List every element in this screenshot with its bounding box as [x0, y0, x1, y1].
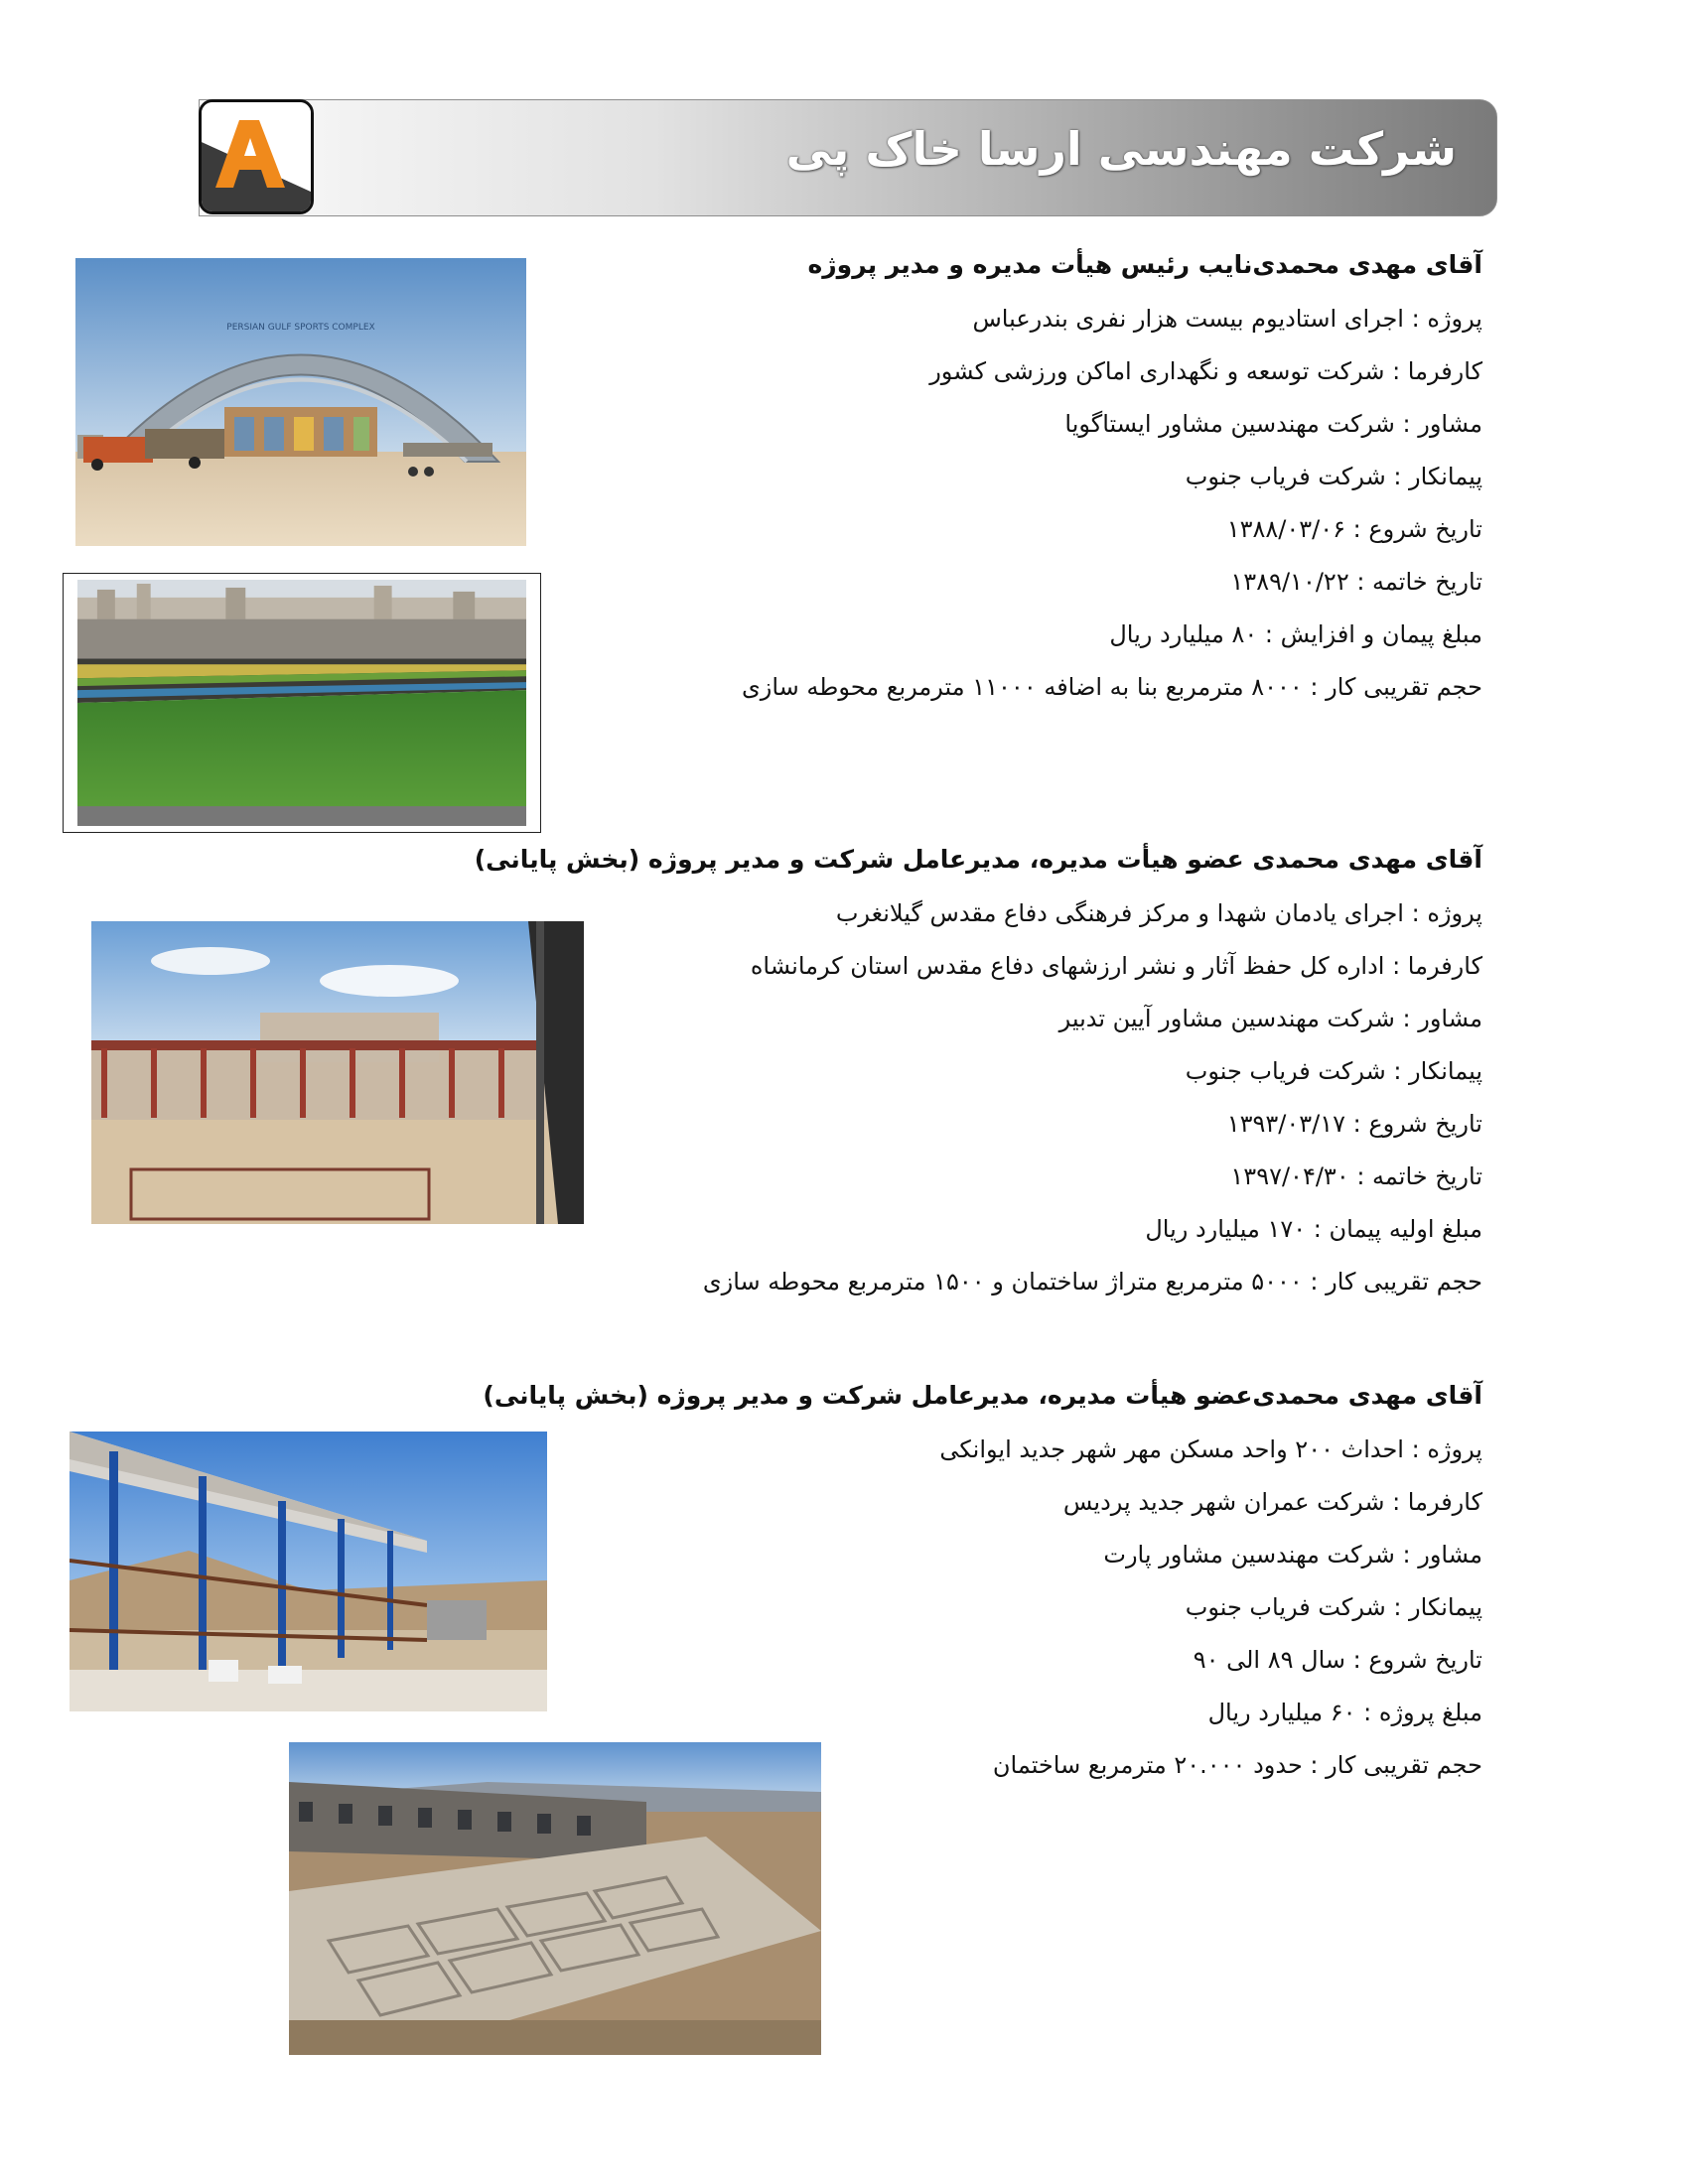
stadium-entrance-arch-photo: [75, 258, 526, 546]
project-1-heading: آقای مهدی محمدی‌نایب رئیس هیأت مدیره و مدیر پروژه: [807, 250, 1482, 279]
row-value: اجرای یادمان شهدا و مرکز فرهنگی دفاع مقدس گیلانغرب: [835, 899, 1404, 927]
project-1-row: پیمانکار : شرکت فریاب جنوب: [1185, 463, 1482, 490]
row-value: ۱۳۸۸/۰۳/۰۶: [1226, 515, 1345, 543]
project-2-row: کارفرما : اداره کل حفظ آثار و نشر ارزشهای دفاع مقدس استان کرمانشاه: [750, 952, 1482, 980]
project-2-heading: آقای مهدی محمدی عضو هیأت مدیره، مدیرعامل شرکت و مدیر پروژه (بخش پایانی): [474, 845, 1482, 874]
row-value: ۱۳۹۷/۰۴/۳۰: [1230, 1162, 1349, 1190]
row-label: پیمانکار: [1409, 463, 1482, 490]
project-1-row: پروژه : اجرای استادیوم بیست هزار نفری بندرعباس: [972, 305, 1482, 333]
project-2-row: حجم تقریبی کار : ۵۰۰۰ مترمربع متراژ ساختمان و ۱۵۰۰ مترمربع محوطه سازی: [702, 1268, 1482, 1296]
project-3-row: پروژه : احداث ۲۰۰ واحد مسکن مهر شهر جدید ایوانکی: [939, 1435, 1482, 1463]
project-2-row: تاریخ شروع : ۱۳۹۳/۰۳/۱۷: [1226, 1110, 1482, 1138]
memorial-construction-photo: [91, 921, 584, 1224]
row-value: ۱۳۸۹/۱۰/۲۲: [1230, 568, 1349, 596]
row-value: ۸۰ میلیارد ریال: [1109, 620, 1258, 648]
project-2-row: مشاور : شرکت مهندسین مشاور آیین تدبیر: [1058, 1005, 1482, 1032]
header-banner: [199, 99, 1497, 216]
project-2-row: پروژه : اجرای یادمان شهدا و مرکز فرهنگی دفاع مقدس گیلانغرب: [835, 899, 1482, 927]
project-1-row: مشاور : شرکت مهندسین مشاور ایستاگویا: [1064, 410, 1482, 438]
project-2-block: [475, 845, 1482, 1308]
row-value: شرکت عمران شهر جدید پردیس: [1062, 1488, 1385, 1516]
row-label: مبلغ پروژه: [1378, 1699, 1482, 1726]
project-3-row: حجم تقریبی کار : حدود ۲۰.۰۰۰ مترمربع ساختمان: [992, 1751, 1482, 1779]
project-3-row: مشاور : شرکت مهندسین مشاور پارت: [1103, 1541, 1482, 1569]
row-value: شرکت مهندسین مشاور آیین تدبیر: [1058, 1005, 1395, 1032]
project-3-block: [483, 1381, 1482, 1792]
row-label: مشاور: [1418, 410, 1482, 438]
row-label: تاریخ شروع: [1368, 1110, 1482, 1138]
row-label: پروژه: [1427, 1435, 1482, 1463]
logo-a-icon: [202, 102, 311, 211]
row-label: تاریخ شروع: [1368, 1646, 1482, 1674]
steel-frame-housing-photo: [70, 1432, 547, 1711]
project-1-row: تاریخ خاتمه : ۱۳۸۹/۱۰/۲۲: [1230, 568, 1482, 596]
project-3-row: پیمانکار : شرکت فریاب جنوب: [1185, 1593, 1482, 1621]
row-label: پیمانکار: [1409, 1057, 1482, 1085]
housing-foundation-photo: [289, 1742, 821, 2055]
row-value: ۱۷۰ میلیارد ریال: [1145, 1215, 1307, 1243]
project-3-row: مبلغ پروژه : ۶۰ میلیارد ریال: [1207, 1699, 1482, 1726]
row-value: حدود ۲۰.۰۰۰ مترمربع ساختمان: [992, 1751, 1303, 1779]
row-value: ۶۰ میلیارد ریال: [1207, 1699, 1356, 1726]
row-label: تاریخ خاتمه: [1372, 1162, 1482, 1190]
row-value: شرکت مهندسین مشاور پارت: [1103, 1541, 1395, 1569]
project-1-row: تاریخ شروع : ۱۳۸۸/۰۳/۰۶: [1226, 515, 1482, 543]
company-logo: [199, 99, 314, 214]
row-label: حجم تقریبی کار: [1326, 1751, 1482, 1779]
row-value: اجرای استادیوم بیست هزار نفری بندرعباس: [972, 305, 1404, 333]
project-3-heading: آقای مهدی محمدی‌عضو هیأت مدیره، مدیرعامل شرکت و مدیر پروژه (بخش پایانی): [483, 1381, 1482, 1410]
row-label: حجم تقریبی کار: [1326, 1268, 1482, 1296]
project-1-block: [742, 250, 1482, 714]
row-label: حجم تقریبی کار: [1326, 673, 1482, 701]
row-value: شرکت فریاب جنوب: [1185, 1593, 1386, 1621]
row-label: مبلغ اولیه پیمان: [1329, 1215, 1482, 1243]
row-value: شرکت فریاب جنوب: [1185, 463, 1386, 490]
arch-sign-text: PERSIAN GULF SPORTS COMPLEX: [226, 323, 375, 333]
project-2-row: پیمانکار : شرکت فریاب جنوب: [1185, 1057, 1482, 1085]
row-label: تاریخ خاتمه: [1372, 568, 1482, 596]
row-label: مشاور: [1418, 1541, 1482, 1569]
row-value: اداره کل حفظ آثار و نشر ارزشهای دفاع مقدس استان کرمانشاه: [750, 952, 1385, 980]
company-title: شرکت مهندسی ارسا خاک پی: [785, 122, 1457, 176]
row-value: ۵۰۰۰ مترمربع متراژ ساختمان و ۱۵۰۰ مترمربع محوطه سازی: [702, 1268, 1303, 1296]
row-label: پیمانکار: [1409, 1593, 1482, 1621]
project-1-row: حجم تقریبی کار : ۸۰۰۰ مترمربع بنا به اضافه ۱۱۰۰۰ مترمربع محوطه سازی: [741, 673, 1482, 701]
project-1-row: مبلغ پیمان و افزایش : ۸۰ میلیارد ریال: [1109, 620, 1482, 648]
row-value: شرکت توسعه و نگهداری اماکن ورزشی کشور: [929, 357, 1385, 385]
row-value: شرکت مهندسین مشاور ایستاگویا: [1064, 410, 1395, 438]
project-2-row: مبلغ اولیه پیمان : ۱۷۰ میلیارد ریال: [1145, 1215, 1482, 1243]
row-label: کارفرما: [1407, 357, 1482, 385]
row-value: ۸۰۰۰ مترمربع بنا به اضافه ۱۱۰۰۰ مترمربع محوطه سازی: [741, 673, 1303, 701]
row-label: کارفرما: [1407, 952, 1482, 980]
row-label: پروژه: [1427, 305, 1482, 333]
stadium-field-photo: [63, 573, 541, 833]
row-value: سال ۸۹ الی ۹۰: [1193, 1646, 1345, 1674]
row-label: پروژه: [1427, 899, 1482, 927]
row-value: شرکت فریاب جنوب: [1185, 1057, 1386, 1085]
project-2-row: تاریخ خاتمه : ۱۳۹۷/۰۴/۳۰: [1230, 1162, 1482, 1190]
project-3-row: تاریخ شروع : سال ۸۹ الی ۹۰: [1193, 1646, 1482, 1674]
row-value: ۱۳۹۳/۰۳/۱۷: [1226, 1110, 1345, 1138]
row-label: تاریخ شروع: [1368, 515, 1482, 543]
row-label: مبلغ پیمان و افزایش: [1280, 620, 1482, 648]
project-1-row: کارفرما : شرکت توسعه و نگهداری اماکن ورزشی کشور: [929, 357, 1482, 385]
row-value: احداث ۲۰۰ واحد مسکن مهر شهر جدید ایوانکی: [939, 1435, 1404, 1463]
row-label: مشاور: [1418, 1005, 1482, 1032]
project-3-row: کارفرما : شرکت عمران شهر جدید پردیس: [1062, 1488, 1482, 1516]
row-label: کارفرما: [1407, 1488, 1482, 1516]
